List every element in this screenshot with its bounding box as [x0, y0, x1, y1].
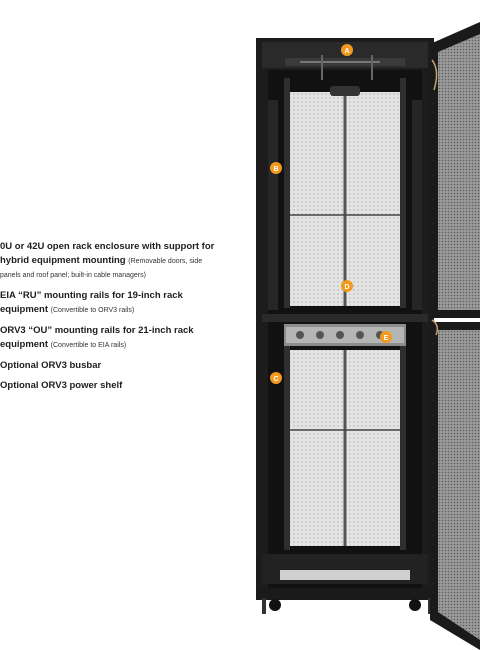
callout-d-label: D	[344, 284, 350, 291]
rail-left-lower	[284, 346, 290, 550]
callout-a	[341, 44, 353, 56]
cable-manager-right	[412, 100, 422, 310]
feature-title: 0U or 42U open rack enclosure with support for	[0, 241, 215, 252]
callout-c	[270, 372, 282, 384]
feature-note: (Convertible to EIA rails)	[50, 342, 127, 349]
callout-e-label: E	[383, 335, 389, 342]
feature-title: ORV3 “OU” mounting rails for 21-inch rack	[0, 325, 194, 336]
feature-title-cont: equipment	[0, 304, 49, 315]
callout-e	[380, 331, 392, 343]
callout-b-label: B	[273, 166, 279, 173]
feature-note: (Convertible to ORV3 rails)	[50, 307, 135, 314]
rail-right-lower	[400, 346, 406, 550]
caster-right	[409, 599, 421, 611]
callout-d	[341, 280, 353, 292]
feature-note: (Removable doors, side	[128, 258, 203, 265]
callout-a-label: A	[344, 48, 350, 55]
feature-note-cont: panels and roof panel; built-in cable managers)	[0, 272, 146, 279]
feature-title-cont: equipment	[0, 339, 49, 350]
cable-manager-left	[268, 100, 278, 310]
caster-left	[269, 599, 281, 611]
feature-title: Optional ORV3 busbar	[0, 360, 102, 371]
callout-b	[270, 162, 282, 174]
rail-right-upper	[400, 78, 406, 308]
feature-title: EIA “RU” mounting rails for 19-inch rack	[0, 290, 183, 301]
feature-title: Optional ORV3 power shelf	[0, 380, 123, 391]
rail-left-upper	[284, 78, 290, 308]
callout-c-label: C	[273, 376, 279, 383]
feature-title-cont: hybrid equipment mounting	[0, 255, 126, 266]
